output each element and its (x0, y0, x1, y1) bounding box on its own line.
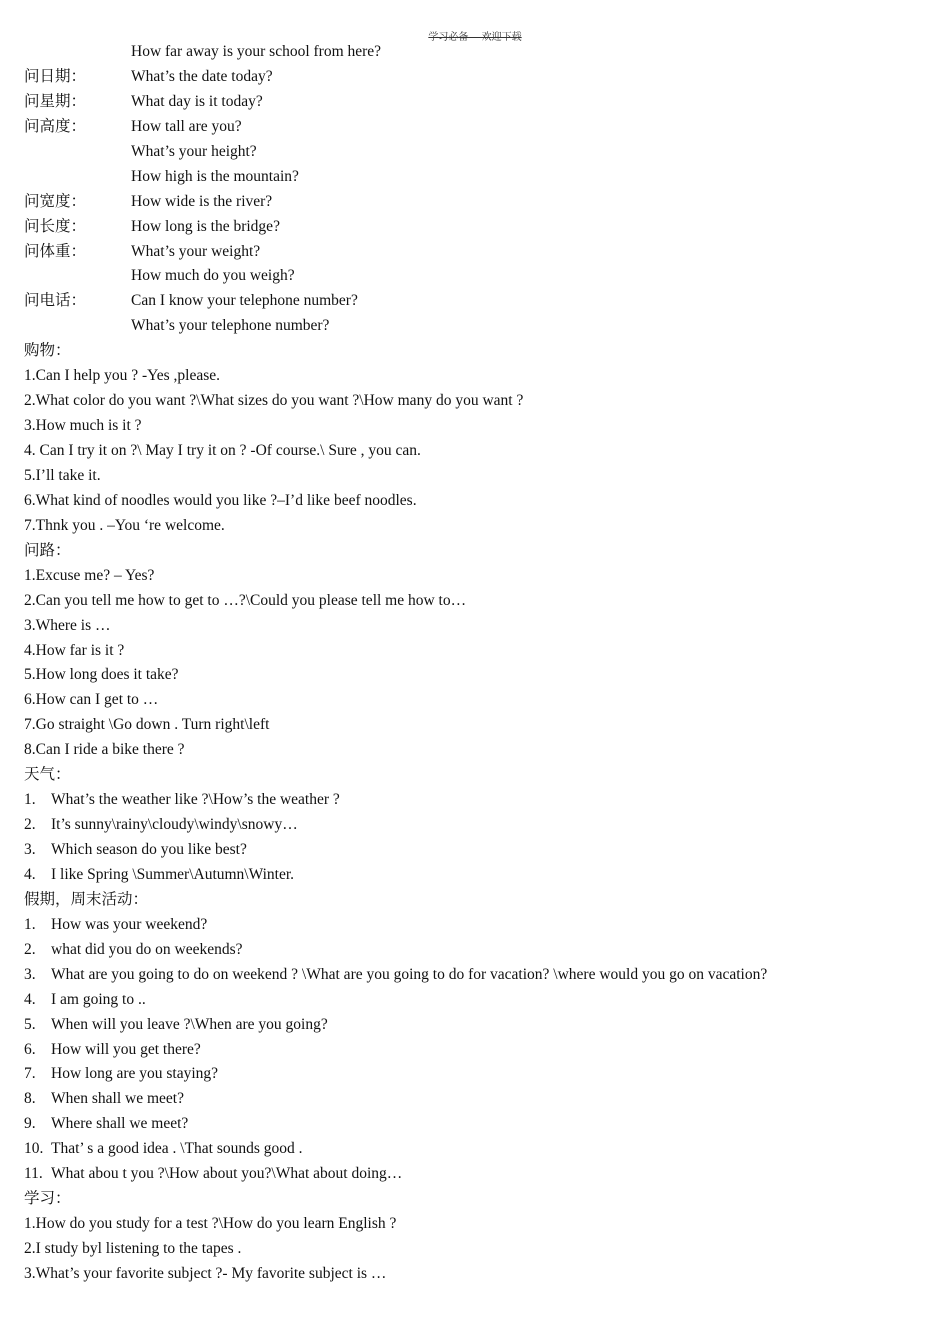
qa-text: How tall are you? (131, 117, 242, 135)
item-text: That’ s a good idea . \That sounds good . (51, 1140, 303, 1158)
numbered-item (24, 963, 934, 988)
qa-text: What’s the date today? (131, 67, 273, 85)
qa-row (24, 215, 934, 240)
numbered-item (24, 1062, 934, 1087)
numbered-item (24, 1162, 934, 1187)
qa-text: What’s your telephone number? (131, 317, 330, 335)
section-heading-holiday: 假期，周末活动： (24, 890, 149, 908)
numbered-item (24, 1013, 934, 1038)
item-number: 3. (24, 965, 36, 983)
item-text: It’s sunny\rainy\cloudy\windy\snowy… (51, 816, 298, 834)
section-heading-study: 学习： (24, 1190, 71, 1208)
section-heading-directions: 问路： (24, 541, 71, 559)
qa-row (24, 90, 934, 115)
item-text: I am going to .. (51, 990, 146, 1008)
item-text: When shall we meet? (51, 1090, 184, 1108)
item-number: 8. (24, 1090, 36, 1108)
item-number: 5. (24, 1015, 36, 1033)
list-item: 5.I’ll take it. (24, 466, 101, 484)
qa-row (24, 140, 934, 165)
qa-label: 问长度： (24, 217, 87, 235)
item-number: 6. (24, 1040, 36, 1058)
numbered-item (24, 1087, 934, 1112)
list-item: 2.What color do you want ?\What sizes do you want ?\How many do you want ? (24, 392, 524, 410)
item-text: When will you leave ?\When are you going? (51, 1015, 328, 1033)
numbered-item (24, 863, 934, 888)
qa-label: 问星期： (24, 92, 87, 110)
item-text: How long are you staying? (51, 1065, 219, 1083)
item-text: what did you do on weekends? (51, 940, 243, 958)
qa-text: What day is it today? (131, 92, 263, 110)
list-item: 8.Can I ride a bike there ? (24, 741, 185, 759)
qa-text: What’s your height? (131, 142, 257, 160)
item-number: 4. (24, 865, 36, 883)
numbered-item (24, 838, 934, 863)
qa-row (24, 240, 934, 265)
numbered-item (24, 788, 934, 813)
qa-text: How much do you weigh? (131, 267, 295, 285)
numbered-item (24, 1112, 934, 1137)
qa-text: How long is the bridge? (131, 217, 280, 235)
qa-label: 问高度： (24, 117, 87, 135)
item-number: 3. (24, 841, 36, 858)
qa-label: 问宽度： (24, 192, 87, 210)
header-watermark: 学习必备----欢迎下载 (428, 32, 522, 43)
qa-label: 问体重： (24, 242, 87, 260)
list-item: 5.How long does it take? (24, 666, 179, 684)
list-item: 4. Can I try it on ?\ May I try it on ? -Of course.\ Sure , you can. (24, 442, 421, 459)
list-item: 7.Thnk you . –You ‘re welcome. (24, 516, 225, 534)
section-heading-weather: 天气： (24, 766, 71, 784)
list-item: 1.How do you study for a test ?\How do you learn English ? (24, 1215, 397, 1233)
list-item: 6.What kind of noodles would you like ?–I’d like beef noodles. (24, 491, 417, 509)
item-text: How was your weekend? (51, 915, 208, 933)
item-number: 7. (24, 1065, 36, 1083)
list-item: 2.Can you tell me how to get to …?\Could you please tell me how to… (24, 591, 467, 609)
item-number: 1. (24, 915, 36, 933)
list-item: 7.Go straight \Go down . Turn right\left (24, 716, 270, 734)
numbered-item (24, 1038, 934, 1063)
item-number: 2. (24, 816, 36, 834)
qa-text: How far away is your school from here? (131, 43, 382, 60)
qa-text: How wide is the river? (131, 192, 273, 210)
qa-row (24, 190, 934, 215)
list-item: 3.How much is it ? (24, 417, 142, 435)
list-item: 3.What’s your favorite subject ?- My favorite subject is … (24, 1264, 387, 1282)
qa-row (24, 65, 934, 90)
list-item: 2.I study byl listening to the tapes . (24, 1240, 242, 1257)
list-item: 6.How can I get to … (24, 691, 159, 709)
item-number: 4. (24, 990, 36, 1008)
qa-row (24, 314, 934, 339)
qa-text: What’s your weight? (131, 242, 261, 260)
item-number: 10. (24, 1140, 44, 1158)
item-number: 9. (24, 1115, 36, 1133)
item-text: What abou t you ?\How about you?\What about doing… (51, 1165, 403, 1183)
qa-text: How high is the mountain? (131, 167, 299, 185)
item-text: Which season do you like best? (51, 841, 247, 858)
numbered-item (24, 1137, 934, 1162)
section-heading-shopping: 购物： (24, 342, 71, 360)
qa-text: Can I know your telephone number? (131, 292, 358, 310)
numbered-item (24, 988, 934, 1013)
item-number: 1. (24, 791, 36, 809)
list-item: 3.Where is … (24, 616, 111, 634)
item-number: 2. (24, 940, 36, 958)
document-body (24, 40, 934, 1287)
qa-row (24, 289, 934, 314)
item-text: Where shall we meet? (51, 1115, 189, 1133)
qa-row (24, 40, 934, 65)
qa-row (24, 264, 934, 289)
list-item: 1.Can I help you ? -Yes ,please. (24, 367, 221, 385)
numbered-item (24, 913, 934, 938)
item-text: What are you going to do on weekend ? \What are you going to do for vacation? \where would you go on vacation? (51, 965, 768, 983)
qa-row (24, 115, 934, 140)
item-text: I like Spring \Summer\Autumn\Winter. (51, 865, 295, 883)
item-text: How will you get there? (51, 1040, 201, 1058)
numbered-item (24, 813, 934, 838)
item-number: 11. (24, 1165, 43, 1183)
qa-label: 问日期： (24, 67, 87, 85)
qa-row (24, 165, 934, 190)
numbered-item (24, 938, 934, 963)
qa-label: 问电话： (24, 292, 87, 310)
list-item: 1.Excuse me? – Yes? (24, 566, 155, 584)
list-item: 4.How far is it ? (24, 641, 125, 659)
item-text: What’s the weather like ?\How’s the weather ? (51, 791, 340, 809)
